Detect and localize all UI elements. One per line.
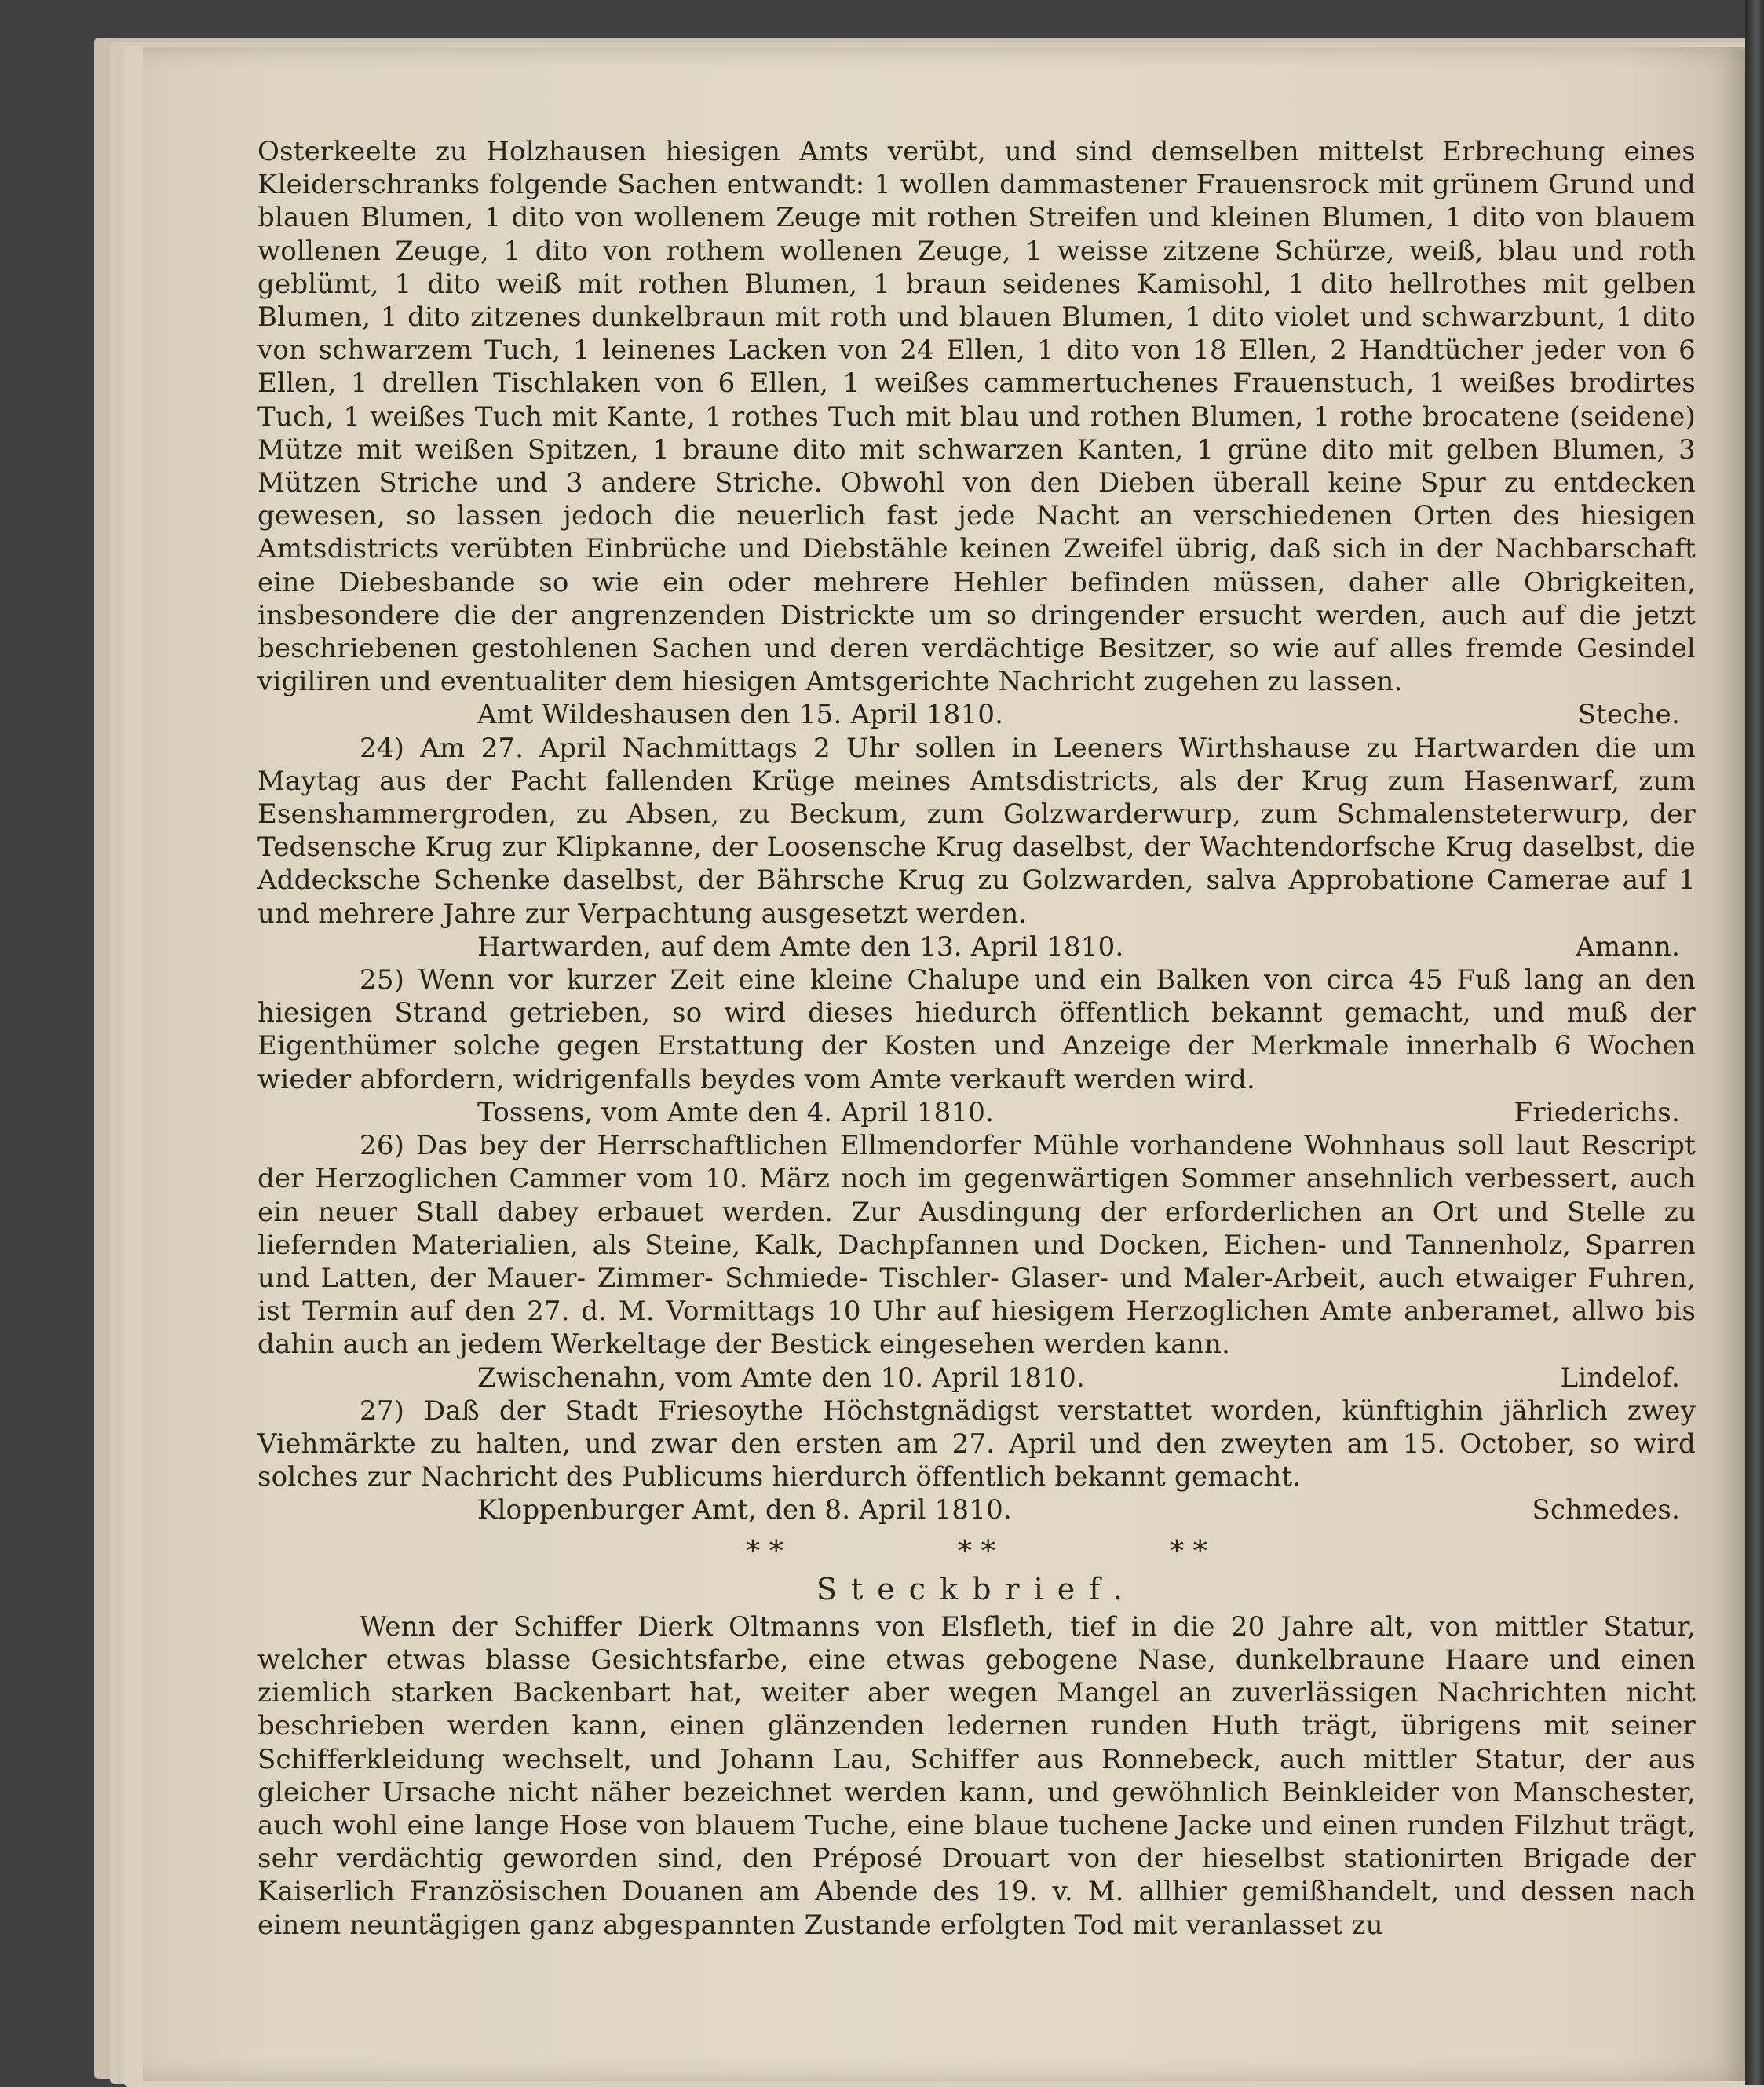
signature-name: Lindelof. — [1560, 1361, 1680, 1394]
asterism: * * — [745, 1535, 784, 1568]
signature-place: Kloppenburger Amt, den 8. April 1810. — [477, 1494, 1012, 1526]
signature-place: Tossens, vom Amte den 4. April 1810. — [477, 1096, 995, 1128]
signature-line-4 — [257, 1361, 1696, 1394]
paragraph-27: 27) Daß der Stadt Friesoythe Höchstgnädigst verstattet worden, künftighin jährlich zwey Viehmärkte zu halten, und zwar den ersten am 27. April und den zweyten am 15. October, so wird solches zur Nachricht des Publicums hierdurch öffentlich bekannt gemacht. — [257, 1394, 1696, 1493]
signature-place: Amt Wildeshausen den 15. April 1810. — [477, 699, 1004, 731]
signature-place: Zwischenahn, vom Amte den 10. April 1810. — [477, 1361, 1085, 1394]
book-binding — [1745, 0, 1764, 2085]
signature-name: Schmedes. — [1532, 1494, 1680, 1526]
signature-line-1 — [257, 698, 1696, 731]
signature-name: Steche. — [1577, 699, 1680, 731]
section-divider-stars — [733, 1535, 1220, 1568]
paragraph-25: 25) Wenn vor kurzer Zeit eine kleine Chalupe und ein Balken von circa 45 Fuß lang an den hiesigen Strand getrieben, so wird dieses hiedurch öffentlich bekannt gemacht, und muß der Eigenthümer solche gegen Erstattung der Kosten und Anzeige der Merkmale innerhalb 6 Wochen wieder abfordern, widrigenfalls beydes vom Amte verkauft werden wird. — [257, 964, 1696, 1095]
signature-name: Amann. — [1576, 930, 1680, 963]
signature-line-5 — [257, 1493, 1696, 1526]
paragraph-26: 26) Das bey der Herrschaftlichen Ellmendorfer Mühle vorhandene Wohnhaus soll laut Rescript der Herzoglichen Cammer vom 10. März noch im gegenwärtigen Sommer ansehnlich verbessert, auch ein neuer Stall dabey erbauet werden. Zur Ausdingung der erforderlichen an Ort und Stelle zu liefernden Materialien, als Steine, Kalk, Dachpfannen und Docken, Eichen- und Tannenholz, Sparren und Latten, der Mauer- Zimmer- Schmiede- Tischler- Glaser- und Maler-Arbeit, auch etwaiger Fuhren, ist Termin auf den 27. d. M. Vormittags 10 Uhr auf hiesigem Herzoglichen Amte anberamet, allwo bis dahin auch an jedem Werkeltage der Bestick eingesehen werden kann. — [257, 1130, 1696, 1361]
paragraph-intro: Osterkeelte zu Holzhausen hiesigen Amts verübt, und sind demselben mittelst Erbrechung eines Kleiderschranks folgende Sachen entwandt: 1 wollen dammastener Frauensrock mit grünem Grund und blauen Blumen, 1 dito von wollenem Zeuge mit rothen Streifen und kleinen Blumen, 1 dito von blauem wollenen Zeuge, 1 dito von rothem wollenen Zeuge, 1 weisse zitzene Schürze, weiß, blau und roth geblümt, 1 dito weiß mit rothen Blumen, 1 braun seidenes Kamisohl, 1 dito hellrothes mit gelben Blumen, 1 dito zitzenes dunkelbraun mit roth und blauen Blumen, 1 dito violet und schwarzbunt, 1 dito von schwarzem Tuch, 1 leinenes Lacken von 24 Ellen, 1 dito von 18 Ellen, 2 Handtücher jeder von 6 Ellen, 1 drellen Tischlaken von 6 Ellen, 1 weißes cammertuchenes Frauenstuch, 1 weißes brodirtes Tuch, 1 weißes Tuch mit Kante, 1 rothes Tuch mit blau und rothen Blumen, 1 rothe brocatene (seidene) Mütze mit weißen Spitzen, 1 braune dito mit schwarzen Kanten, 1 grüne dito mit gelben Blumen, 3 Mützen Striche und 3 andere Striche. Obwohl von den Dieben überall keine Spur zu entdecken gewesen, so lassen jedoch die neuerlich fast jede Nacht an verschiedenen Orten des hiesigen Amtsdistricts verübten Einbrüche und Diebstähle keinen Zweifel übrig, daß sich in der Nachbarschaft eine Diebesbande so wie ein oder mehrere Hehler befinden müssen, daher alle Obrigkeiten, insbesondere die der angrenzenden Districkte um so dringender ersucht werden, auch auf die jetzt beschriebenen gestohlenen Sachen und deren verdächtige Besitzer, so wie auf alles fremde Gesindel vigiliren und eventualiter dem hiesigen Amtsgerichte Nachricht zugehen zu lassen. — [257, 136, 1696, 698]
signature-name: Friederichs. — [1514, 1096, 1680, 1128]
signature-line-3 — [257, 1096, 1696, 1129]
section-heading: Steckbrief. — [816, 1571, 1138, 1606]
asterism: * * — [1169, 1535, 1208, 1568]
document-text — [257, 135, 1696, 1942]
paragraph-steckbrief: Wenn der Schiffer Dierk Oltmanns von Elsfleth, tief in die 20 Jahre alt, von mittler Statur, welcher etwas blasse Gesichtsfarbe, eine etwas gebogene Nase, dunkelbraune Haare und einen ziemlich starken Backenbart hat, weiter aber wegen Mangel an zuverlässigen Nachrichten nicht beschrieben werden kann, einen glänzenden ledernen runden Huth trägt, übrigens mit seiner Schifferkleidung wechselt, und Johann Lau, Schiffer aus Ronnebeck, auch mittler Statur, der aus gleicher Ursache nicht näher bezeichnet werden kann, und gewöhnlich Beinkleider von Manschester, auch wohl eine lange Hose von blauem Tuche, eine blaue tuchene Jacke und einen runden Filzhut trägt, sehr verdächtig geworden sind, den Préposé Drouart von der hieselbst stationirten Brigade der Kaiserlich Französischen Douanen am Abende des 19. v. M. allhier gemißhandelt, und dessen nach einem neuntägigen ganz abgespannten Zustande erfolgten Tod mit veranlasset zu — [257, 1610, 1696, 1941]
signature-line-2 — [257, 930, 1696, 963]
asterism: * * — [957, 1535, 996, 1568]
paragraph-24: 24) Am 27. April Nachmittags 2 Uhr sollen in Leeners Wirthshause zu Hartwarden die um Maytag aus der Pacht fallenden Krüge meines Amtsdistricts, als der Krug zum Hasenwarf, zum Esenshammergroden, zu Absen, zu Beckum, zum Golzwarderwurp, zum Schmalensteterwurp, der Tedsensche Krug zur Klipkanne, der Loosensche Krug daselbst, der Wachtendorfsche Krug daselbst, die Addecksche Schenke daselbst, der Bährsche Krug zu Golzwarden, salva Approbatione Camerae auf 1 und mehrere Jahre zur Verpachtung ausgesetzt werden. — [257, 732, 1696, 930]
signature-place: Hartwarden, auf dem Amte den 13. April 1810. — [477, 930, 1124, 963]
